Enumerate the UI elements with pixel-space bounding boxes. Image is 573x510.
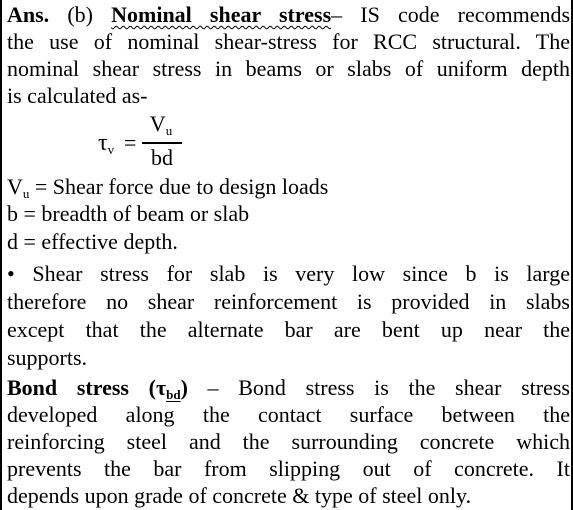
definition-vu: $V_u$ = Shear force due to design loads — [7, 174, 329, 201]
bond-line-1: Bond stress $(\tau_{bd})$ – Bond stress is the shear stress — [7, 375, 570, 402]
bullet-line-1: • Shear stress for slab is very low since b is large — [7, 261, 570, 286]
bond-line-2: developed along the contact surface between the — [7, 402, 570, 427]
answer-line-1 — [7, 2, 570, 28]
equation-numerator: $V_u$ — [149, 111, 173, 138]
bullet-line-4: supports. — [7, 345, 88, 370]
bullet-line-3: except that the alternate bar are bent up near the — [7, 317, 570, 342]
nominal-shear-heading: Nominal shear stress — [111, 2, 332, 27]
definition-b: b = breadth of beam or slab — [7, 201, 250, 226]
bond-line-5: depends upon grade of concrete & type of steel only. — [7, 483, 472, 508]
bond-line-4: prevents the bar from slipping out of concrete. It — [7, 456, 570, 481]
bond-line-3: reinforcing steel and the surrounding concrete which — [7, 429, 570, 454]
answer-option: (b) — [67, 2, 93, 27]
definition-d: d = effective depth. — [7, 229, 178, 254]
equation-lhs: $\tau_v$ — [98, 130, 115, 157]
equation-equals: = — [124, 130, 137, 155]
bullet-line-2: therefore no shear reinforcement is provided in slabs — [7, 289, 570, 314]
answer-line-4: is calculated as- — [7, 83, 148, 108]
equation-denominator: bd — [151, 145, 173, 170]
shear-stress-equation — [98, 108, 218, 178]
answer-line-2: the use of nominal shear-stress for RCC structural. The — [7, 29, 570, 54]
fraction-bar — [142, 142, 182, 144]
bond-stress-heading: Bond stress $(\tau_{bd})$ — [7, 375, 188, 402]
answer-line-1-rest: – IS code recommends — [331, 2, 571, 27]
answer-line-3: nominal shear stress in beams or slabs of uniform depth — [7, 56, 570, 81]
answer-label: Ans. — [7, 2, 50, 27]
